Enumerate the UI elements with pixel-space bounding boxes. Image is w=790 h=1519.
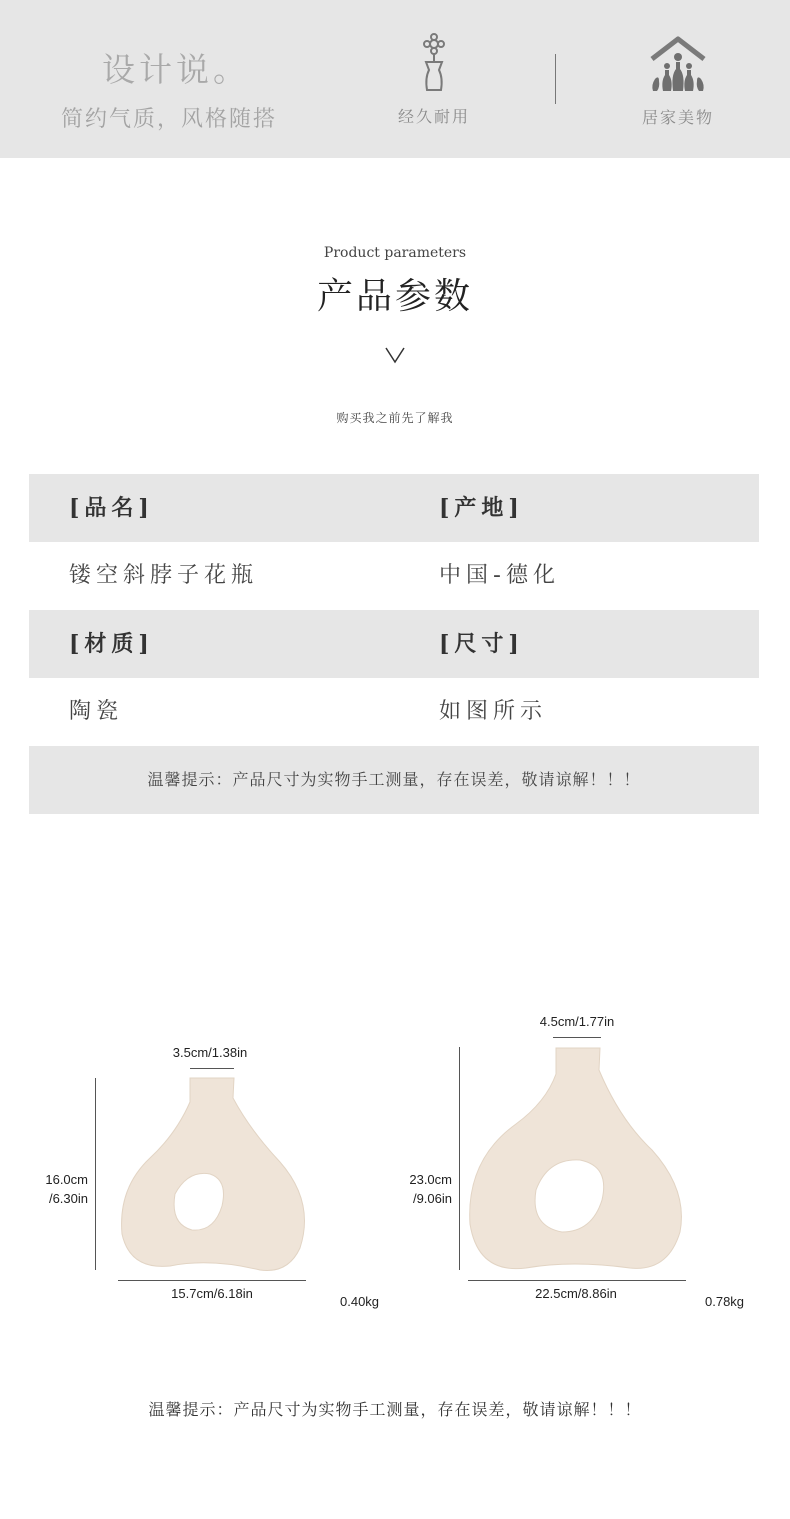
section-subtitle: 购买我之前先了解我 <box>336 411 454 425</box>
vase-small-height-in: /6.30in <box>48 1191 88 1206</box>
vase-large-height-cm: 23.0cm <box>409 1172 452 1187</box>
slogan-subtitle: 简约气质，风格随搭 <box>61 107 278 132</box>
param-material-value: 陶瓷 <box>69 699 124 724</box>
param-origin-value: 中国-德化 <box>439 563 560 588</box>
section-title: 产品参数 <box>316 276 473 317</box>
vase-small-image <box>110 1070 320 1280</box>
param-material-label: [材质] <box>69 631 154 657</box>
param-row-values-2 <box>29 678 759 746</box>
banner-divider <box>555 54 556 104</box>
param-row-header-2 <box>29 610 759 678</box>
param-size-value: 如图所示 <box>439 699 548 724</box>
feature-home-label: 居家美物 <box>641 108 714 127</box>
param-size-label: [尺寸] <box>439 631 524 657</box>
vase-small-height-line <box>95 1078 96 1270</box>
vase-small-neck-line <box>190 1068 234 1069</box>
flower-vase-icon <box>417 32 451 94</box>
param-row-values-1 <box>29 542 759 610</box>
feature-durable <box>364 32 504 127</box>
param-origin-label: [产地] <box>439 495 524 521</box>
param-name-value: 镂空斜脖子花瓶 <box>69 563 259 588</box>
vase-large-height-line <box>459 1047 460 1270</box>
vase-large-width-line <box>468 1280 686 1281</box>
vase-small-height-cm: 16.0cm <box>45 1172 88 1187</box>
footer-notice: 温馨提示：产品尺寸为实物手工测量，存在误差，敬请谅解！！！ <box>148 1400 642 1419</box>
top-banner <box>0 0 790 158</box>
vase-large-height-in: /9.06in <box>412 1191 452 1206</box>
feature-home <box>608 35 748 128</box>
vase-large-neck-width: 4.5cm/1.77in <box>539 1014 615 1029</box>
vase-large-width: 22.5cm/8.86in <box>535 1286 617 1301</box>
slogan-title: 设计说。 <box>102 50 250 89</box>
vase-small-neck-width: 3.5cm/1.38in <box>172 1045 248 1060</box>
param-notice: 温馨提示：产品尺寸为实物手工测量，存在误差，敬请谅解！！！ <box>29 746 759 814</box>
param-row-header-1 <box>29 474 759 542</box>
vase-small-width: 15.7cm/6.18in <box>171 1286 253 1301</box>
param-name-label: [品名] <box>69 495 154 521</box>
vase-large-image <box>462 1040 694 1280</box>
chevron-down-icon <box>384 346 406 364</box>
vase-large-neck-line <box>553 1037 601 1038</box>
feature-durable-label: 经久耐用 <box>397 107 470 126</box>
house-vases-icon <box>648 35 708 95</box>
vase-small-weight: 0.40kg <box>340 1294 380 1309</box>
vase-small-width-line <box>118 1280 306 1281</box>
section-title-en: Product parameters <box>323 245 467 261</box>
vase-large-weight: 0.78kg <box>705 1294 745 1309</box>
